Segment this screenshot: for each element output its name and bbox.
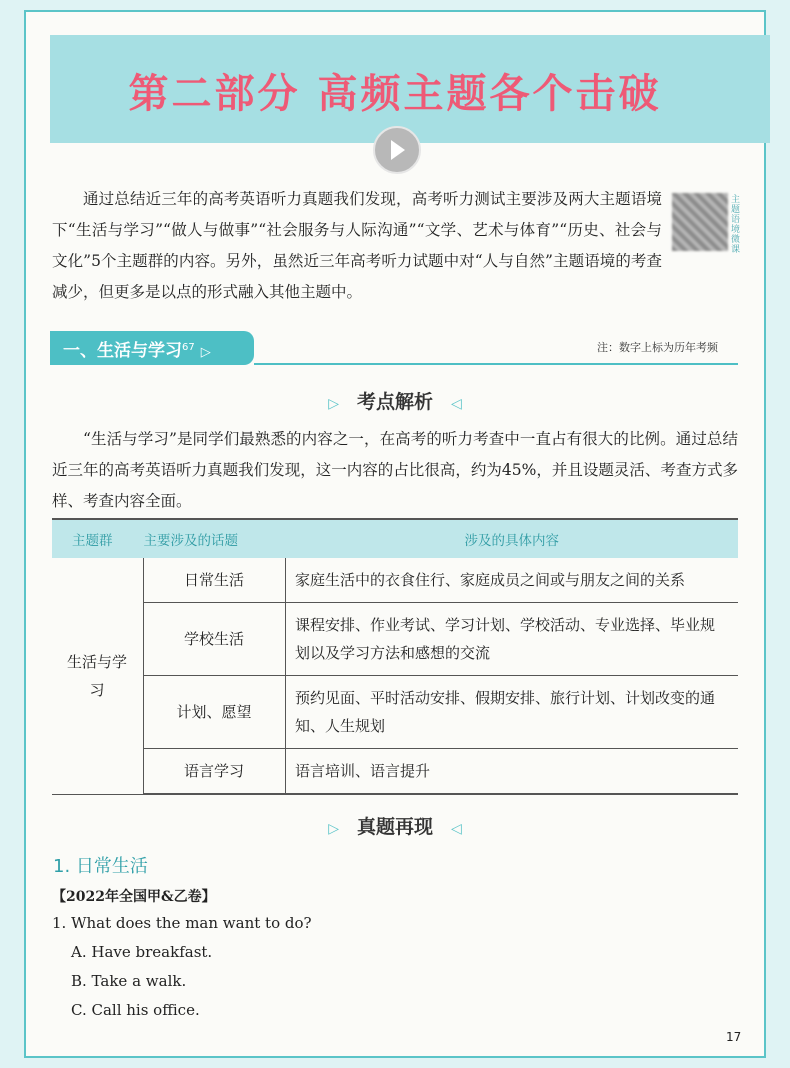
intro-paragraph: 通过总结近三年的高考英语听力真题我们发现，高考听力测试主要涉及两大主题语境下“生活与学习”“做人与做事”“社会服务与人际沟通”“文学、艺术与体育”“历史、社会与文化”5个主题群的内容。另外，虽然近三年高考听力试题中对“人与自然”主题语境的考查减少，但更多是以点的形式融入其他主题中。 — [52, 190, 662, 301]
analysis-paragraph: “生活与学习”是同学们最熟悉的内容之一，在高考的听力考查中一直占有很大的比例。通过总结近三年的高考英语听力真题我们发现，这一内容的占比很高，约为45%，并且设题灵活、考查方式多样、考查内容全面。 — [52, 430, 738, 510]
page-number: 17 — [726, 1030, 742, 1044]
table-row — [52, 676, 738, 749]
option-b: B. Take a walk. — [71, 972, 187, 990]
frequency-sup: 67 — [182, 342, 195, 353]
option-c: C. Call his office. — [71, 1001, 200, 1019]
review-heading-text: 真题再现 — [356, 816, 433, 838]
page-title: 第二部分 高频主题各个击破 — [128, 71, 662, 117]
content-cell: 语言培训、语言提升 — [286, 749, 739, 795]
topic-cell: 计划、愿望 — [144, 676, 286, 749]
exam-source: 【2022年全国甲&乙卷】 — [52, 889, 216, 905]
topic-cell: 日常生活 — [144, 558, 286, 603]
group-cell: 生活与学习 — [52, 558, 144, 794]
header-topic: 主要涉及的话题 — [144, 519, 286, 558]
analysis-heading — [0, 387, 790, 414]
qr-code[interactable] — [672, 193, 728, 251]
header-group: 主题群 — [52, 519, 144, 558]
topic-cell: 学校生活 — [144, 603, 286, 676]
triangle-left-icon: ◁ — [451, 396, 462, 412]
topic-cell: 语言学习 — [144, 749, 286, 795]
qr-label: 主题语境微课 — [731, 195, 741, 255]
option-a: A. Have breakfast. — [71, 943, 213, 961]
table-row — [52, 749, 738, 795]
section-title: 一、生活与学习 — [63, 341, 182, 361]
table-row — [52, 558, 738, 603]
table-header-row — [52, 519, 738, 558]
triangle-left-icon: ◁ — [451, 821, 462, 837]
play-video-button[interactable] — [373, 126, 421, 174]
section-header — [50, 331, 254, 365]
content-cell: 课程安排、作业考试、学习计划、学校活动、专业选择、毕业规划以及学习方法和感想的交流 — [286, 603, 739, 676]
review-heading — [0, 812, 790, 839]
frequency-note: 注：数字上标为历年考频 — [597, 341, 718, 354]
content-cell: 预约见面、平时活动安排、假期安排、旅行计划、计划改变的通知、人生规划 — [286, 676, 739, 749]
header-content: 涉及的具体内容 — [286, 519, 739, 558]
table-row — [52, 603, 738, 676]
section-divider — [254, 363, 738, 365]
triangle-right-icon: ▷ — [328, 396, 339, 412]
daily-life-subtitle: 1. 日常生活 — [53, 856, 148, 877]
question-text: 1. What does the man want to do? — [52, 914, 312, 932]
triangle-right-icon: ▷ — [328, 821, 339, 837]
topic-table — [52, 518, 738, 795]
analysis-heading-text: 考点解析 — [356, 391, 433, 413]
content-cell: 家庭生活中的衣食住行、家庭成员之间或与朋友之间的关系 — [286, 558, 739, 603]
play-triangle-icon: ▷ — [200, 345, 211, 360]
